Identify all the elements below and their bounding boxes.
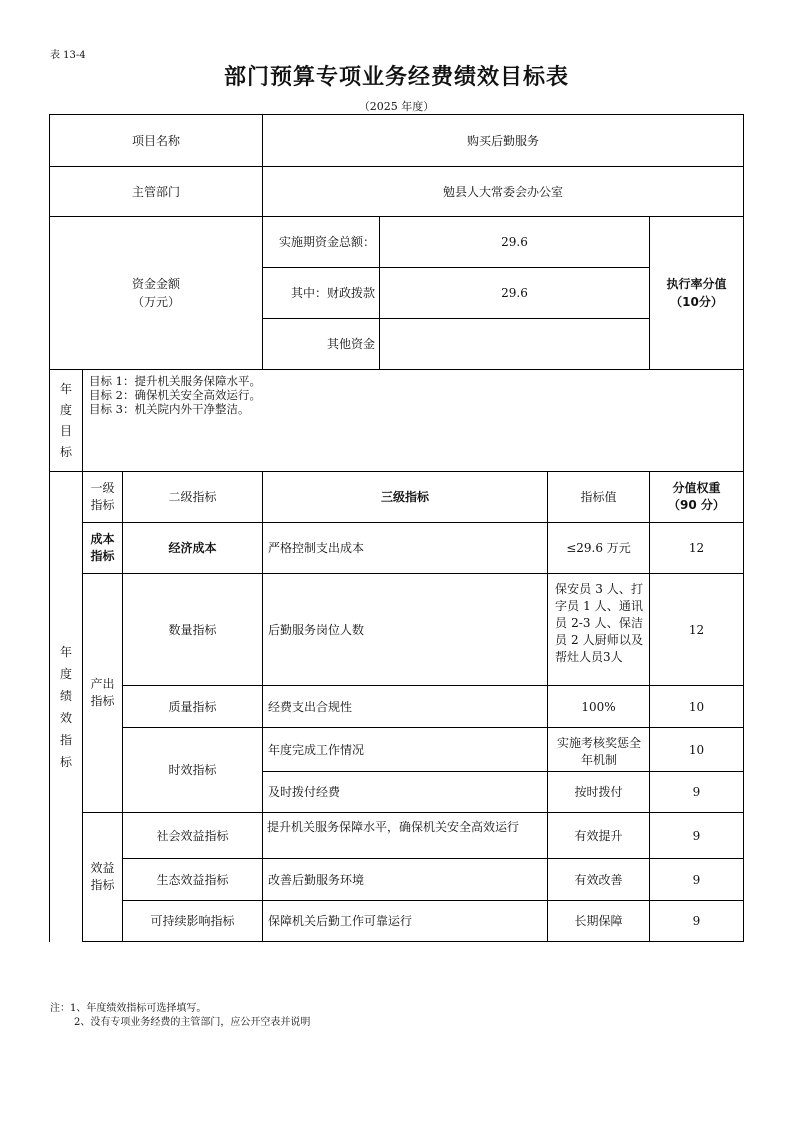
cost-indicator-label <box>83 523 122 573</box>
sustainability-value: 长期保障 <box>574 914 623 928</box>
annual-goal-label <box>50 370 82 471</box>
timeliness-indicator-label: 时效指标 <box>168 763 217 777</box>
indicator-side-char: 度 <box>59 666 72 681</box>
social-benefit-label: 社会效益指标 <box>156 828 229 843</box>
output-indicator-label <box>83 574 122 812</box>
quantity-level3: 后勤服务岗位人数 <box>268 622 365 637</box>
timeliness-row2-level3: 及时拨付经费 <box>268 785 341 799</box>
department-value: 勉县人大常委会办公室 <box>442 184 563 199</box>
funds-label <box>50 217 262 369</box>
fiscal-funds-label: 其中：财政拨款 <box>290 286 375 300</box>
funds-label-line1: 资金金额 <box>131 277 180 291</box>
goal-item: 目标 1：提升机关服务保障水平。 <box>89 374 261 388</box>
economic-cost-level3: 严格控制支出成本 <box>268 541 365 555</box>
col-header-level2: 二级指标 <box>168 490 217 504</box>
total-funds-label: 实施期资金总额： <box>278 235 375 249</box>
goal-item: 目标 3：机关院内外干净整洁。 <box>89 402 250 416</box>
output-indicator-line: 指标 <box>90 694 115 708</box>
col-header-weight <box>650 472 743 522</box>
annual-goal-char: 目 <box>59 423 72 438</box>
benefit-indicator-line: 效益 <box>90 861 115 875</box>
execution-rate-score <box>650 217 743 369</box>
output-indicator-line: 产出 <box>90 677 115 691</box>
eco-benefit-level3: 改善后勤服务环境 <box>268 872 365 887</box>
benefit-indicator-line: 指标 <box>90 878 115 892</box>
economic-cost-weight: 12 <box>688 541 705 555</box>
timeliness-row1-weight: 10 <box>688 742 705 757</box>
sustainability-level3: 保障机关后勤工作可靠运行 <box>268 914 413 928</box>
execution-rate-line2: （10分） <box>670 295 723 309</box>
benefit-indicator-label <box>83 813 122 941</box>
quality-level3: 经费支出合规性 <box>268 699 353 714</box>
quality-weight: 10 <box>688 699 705 714</box>
eco-benefit-value: 有效改善 <box>574 872 623 887</box>
economic-cost-value: ≤29.6 万元 <box>566 541 631 555</box>
quantity-value: 保安员 3 人、打字员 1 人、通讯员 2-3 人、保洁员 2 人厨师以及 帮灶人员3人 <box>555 582 643 664</box>
col-header-value: 指标值 <box>580 490 617 504</box>
footnote-1: 注：1、年度绩效指标可选择填写。 <box>50 1003 207 1014</box>
project-name-value: 购买后勤服务 <box>466 133 539 148</box>
sustainability-label: 可持续影响指标 <box>150 914 235 928</box>
timeliness-row1-value: 实施考核奖惩全年机制 <box>556 736 641 767</box>
funds-label-line2: （万元） <box>131 295 180 309</box>
cost-indicator-line: 成本 <box>90 532 115 546</box>
annual-goal-char: 度 <box>59 402 72 417</box>
col-header-level1-line: 一级 <box>90 481 115 495</box>
project-name-label: 项目名称 <box>131 133 180 148</box>
execution-rate-line1: 执行率分值 <box>666 277 727 291</box>
other-funds-value <box>380 319 649 369</box>
col-header-level1-line: 指标 <box>90 498 115 512</box>
col-header-level1 <box>83 472 122 522</box>
quality-indicator-label: 质量指标 <box>168 699 217 714</box>
cost-indicator-line: 指标 <box>90 549 115 563</box>
quantity-indicator-label: 数量指标 <box>168 622 217 637</box>
timeliness-row1-level3: 年度完成工作情况 <box>268 742 365 757</box>
indicator-side-char: 绩 <box>59 688 72 703</box>
social-benefit-level3: 提升机关服务保障水平，确保机关安全高效运行 <box>267 820 520 834</box>
eco-benefit-weight: 9 <box>692 872 701 887</box>
total-funds-value: 29.6 <box>501 235 528 249</box>
timeliness-row2-value: 按时拨付 <box>574 785 623 799</box>
eco-benefit-label: 生态效益指标 <box>156 872 229 887</box>
fiscal-funds-value: 29.6 <box>501 286 528 300</box>
indicator-side-char: 年 <box>59 644 72 659</box>
indicator-side-char: 效 <box>59 710 72 725</box>
page-title: 部门预算专项业务经费绩效目标表 <box>223 65 569 90</box>
annual-goal-list <box>89 374 261 416</box>
col-header-weight-line: （90 分） <box>668 498 725 512</box>
other-funds-label: 其他资金 <box>326 337 375 351</box>
table-number: 表 13-4 <box>50 50 86 61</box>
footnotes <box>50 1002 310 1030</box>
annual-goal-char: 年 <box>59 381 72 396</box>
indicator-side-char: 标 <box>59 754 72 769</box>
social-benefit-value: 有效提升 <box>574 828 623 843</box>
social-benefit-weight: 9 <box>692 828 701 843</box>
annual-goal-char: 标 <box>59 444 72 459</box>
indicator-side-char: 指 <box>59 732 72 747</box>
department-label: 主管部门 <box>131 184 180 199</box>
fiscal-year: （2025 年度） <box>358 100 435 113</box>
footnote-2: 2、没有专项业务经费的主管部门，应公开空表并说明 <box>74 1017 311 1028</box>
sustainability-weight: 9 <box>692 914 701 928</box>
col-header-weight-line: 分值权重 <box>672 481 721 495</box>
economic-cost-label: 经济成本 <box>168 541 217 555</box>
col-header-level3: 三级指标 <box>380 490 429 504</box>
quantity-weight: 12 <box>688 622 705 637</box>
performance-indicators-label <box>50 472 82 941</box>
timeliness-row2-weight: 9 <box>692 785 701 799</box>
quality-value: 100% <box>581 699 616 714</box>
goal-item: 目标 2：确保机关安全高效运行。 <box>89 388 261 402</box>
